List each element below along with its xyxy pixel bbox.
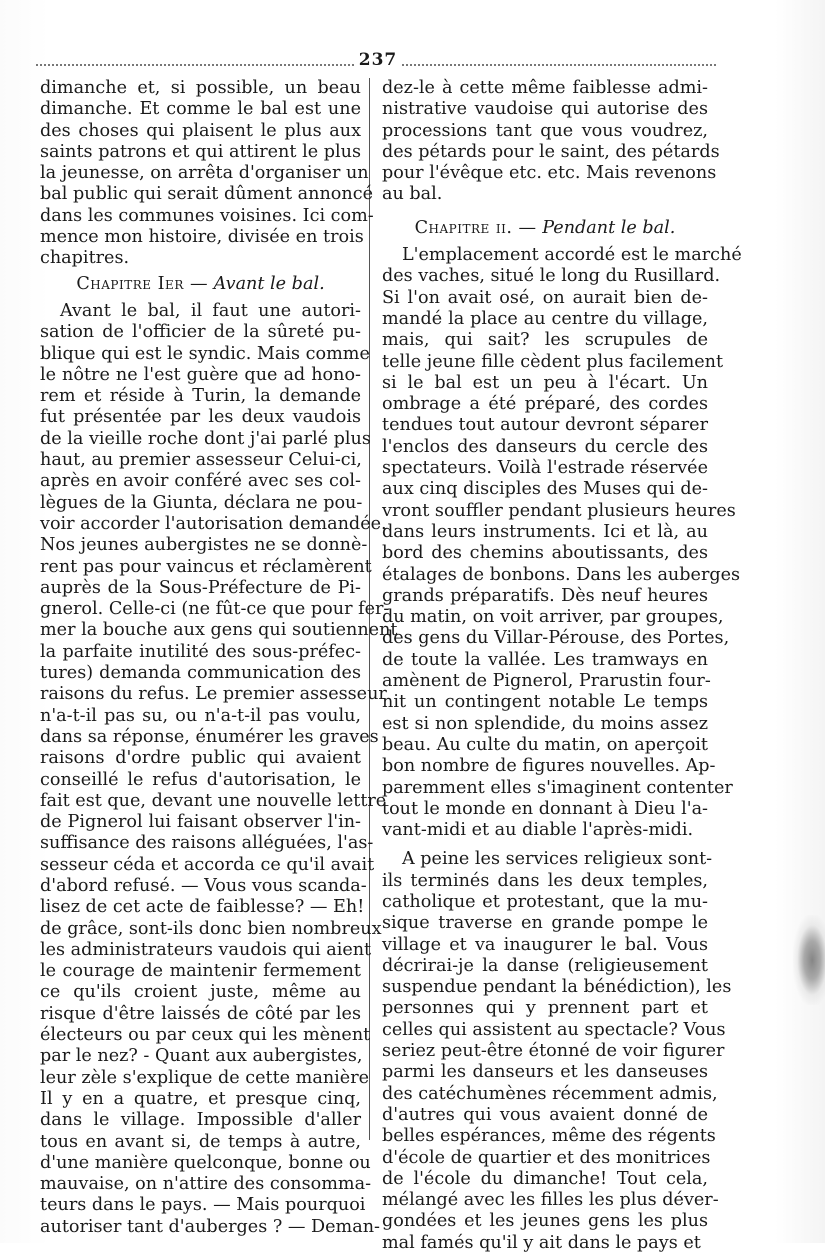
text-line: dimanche. Et comme le bal est une: [40, 99, 361, 120]
text-line: suffisance des raisons alléguées, l'as-: [40, 833, 374, 854]
text-line: nit un contingent notable Le temps: [382, 692, 708, 713]
text-line: A peine les services religieux sont-: [402, 849, 713, 870]
text-line: auprès de la Sous-Préfecture de Pi-: [40, 577, 361, 598]
paper-stain: [793, 915, 825, 1005]
chapter-1-label: Chapitre Ier —: [76, 273, 209, 294]
text-line: des choses qui plaisent le plus aux: [40, 120, 361, 141]
text-line: risque d'être laissés de côté par les: [40, 1003, 361, 1024]
text-line: amènent de Pignerol, Prarustin four-: [382, 671, 711, 692]
text-line: dimanche et, si possible, un beau: [40, 78, 361, 98]
text-line: raisons du refus. Le premier assesseur: [40, 684, 387, 705]
text-line: raisons d'ordre public qui avaient: [40, 748, 361, 769]
page-header: [36, 50, 716, 72]
paragraph-gap: [382, 841, 708, 849]
text-line: bon nombre de figures nouvelles. Ap-: [382, 756, 716, 777]
text-line: L'emplacement accordé est le marché: [402, 245, 742, 266]
text-line: gondées et les jeunes gens les plus: [382, 1211, 708, 1232]
page-number: 237: [358, 50, 398, 70]
text-line: tendues tout autour devront séparer: [382, 415, 708, 436]
text-line: voir accorder l'autorisation demandée.: [40, 513, 387, 534]
text-line: telle jeune fille cèdent plus facilement: [382, 351, 724, 372]
text-line: processions tant que vous voudrez,: [382, 120, 708, 141]
text-line: paremment elles s'imaginent contenter: [382, 777, 733, 798]
text-line: des pétards pour le saint, des pétards: [382, 141, 720, 162]
text-line: l'enclos des danseurs du cercle des: [382, 436, 708, 457]
chapter-1-title: Avant le bal.: [213, 273, 325, 294]
text-line: leur zèle s'explique de cette manière: [40, 1067, 370, 1088]
text-line: mal famés qu'il y ait dans le pays et: [382, 1232, 701, 1253]
text-line: parmi les danseurs et les danseuses: [382, 1062, 708, 1083]
text-line: décrirai-je la danse (religieusement: [382, 955, 708, 976]
chapter-2-label: Chapitre ii. —: [414, 217, 537, 238]
text-line: des vaches, situé le long du Rusillard.: [382, 266, 721, 287]
header-rule-left: [36, 64, 354, 66]
text-line: fut présentée par les deux vaudois: [40, 407, 361, 428]
text-line: Nos jeunes aubergistes ne se donnè-: [40, 535, 368, 556]
text-line: lègues de la Giunta, déclara ne pou-: [40, 492, 363, 513]
text-line: la parfaite inutilité des sous-préfec-: [40, 641, 361, 662]
text-line: n'a-t-il pas su, ou n'a-t-il pas voulu,: [40, 705, 361, 726]
text-line: rem et réside à Turin, la demande: [40, 386, 361, 407]
text-line: blique qui est le syndic. Mais comme: [40, 343, 370, 364]
text-line: ce qu'ils croient juste, même au: [40, 982, 361, 1003]
right-paragraph-2: [382, 245, 742, 841]
text-line: mais, qui sait? les scrupules de: [382, 330, 708, 351]
text-line: seriez peut-être étonné de voir figurer: [382, 1041, 725, 1062]
text-line: mélangé avec les filles les plus déver-: [382, 1190, 719, 1211]
text-line: aux cinq disciples des Muses qui de-: [382, 479, 708, 500]
text-line: de l'école du dimanche! Tout cela,: [382, 1168, 708, 1189]
text-line: de Pignerol lui faisant observer l'in-: [40, 812, 361, 833]
text-line: vront souffler pendant plusieurs heures: [382, 500, 736, 521]
text-line: des catéchumènes récemment admis,: [382, 1083, 718, 1104]
text-line: dans les communes voisines. Ici com-: [40, 205, 374, 226]
text-line: mence mon histoire, divisée en trois: [40, 227, 364, 248]
text-line: spectateurs. Voilà l'estrade réservée: [382, 458, 708, 479]
text-line: sesseur céda et accorda ce qu'il avait: [40, 854, 375, 875]
text-line: grands préparatifs. Dès neuf heures: [382, 585, 708, 606]
text-line: le courage de maintenir fermement: [40, 961, 361, 982]
text-line: du matin, on voit arriver, par groupes,: [382, 607, 724, 628]
text-line: dans le village. Impossible d'aller: [40, 1110, 361, 1131]
left-paragraph-1: [40, 78, 374, 270]
paragraph-gap: [382, 206, 708, 214]
text-line: dans leurs instruments. Ici et là, au: [382, 521, 708, 542]
text-line: village et va inaugurer le bal. Vous: [382, 934, 708, 955]
chapter-2-heading: [382, 218, 708, 239]
text-line: Il y en a quatre, et presque cinq,: [40, 1088, 361, 1109]
text-line: le nôtre ne l'est guère que ad hono-: [40, 364, 361, 385]
text-line: tous en avant si, de temps à autre,: [40, 1131, 361, 1152]
text-line: dans sa réponse, énumérer les graves: [40, 726, 379, 747]
text-line: saints patrons et qui attirent le plus: [40, 141, 361, 162]
text-line: pour l'évêque etc. etc. Mais revenons: [382, 163, 717, 184]
text-line: bal public qui serait dûment annoncé: [40, 184, 373, 205]
right-paragraph-3: [382, 849, 732, 1254]
text-line: de toute la vallée. Les tramways en: [382, 649, 708, 670]
text-line: d'abord refusé. — Vous vous scanda-: [40, 875, 367, 896]
chapter-1-heading: [40, 274, 361, 295]
text-line: est si non splendide, du moins assez: [382, 713, 708, 734]
text-line: bord des chemins aboutissants, des: [382, 543, 708, 564]
text-line: conseillé le refus d'autorisation, le: [40, 769, 361, 790]
text-line: d'une manière quelconque, bonne ou: [40, 1152, 371, 1173]
text-line: mandé la place au centre du village,: [382, 308, 708, 329]
text-line: de grâce, sont-ils donc bien nombreux: [40, 918, 382, 939]
text-line: personnes qui y prennent part et: [382, 998, 708, 1019]
text-line: nistrative vaudoise qui autorise des: [382, 99, 708, 120]
text-line: ombrage a été préparé, des cordes: [382, 394, 708, 415]
text-line: mer la bouche aux gens qui soutiennent: [40, 620, 398, 641]
text-line: suspendue pendant la bénédiction), les: [382, 977, 732, 998]
text-line: la jeunesse, on arrêta d'organiser un: [40, 163, 369, 184]
text-line: haut, au premier assesseur Celui-ci,: [40, 450, 362, 471]
text-line: au bal.: [382, 184, 443, 205]
text-line: teurs dans le pays. — Mais pourquoi: [40, 1195, 366, 1216]
text-line: sation de l'officier de la sûreté pu-: [40, 322, 361, 343]
text-line: tout le monde en donnant à Dieu l'a-: [382, 798, 708, 819]
text-line: par le nez? - Quant aux aubergistes,: [40, 1046, 363, 1067]
text-line: gnerol. Celle-ci (ne fût-ce que pour fer-: [40, 599, 390, 620]
text-line: vant-midi et au diable l'après-midi.: [382, 820, 694, 841]
text-line: de la vieille roche dont j'ai parlé plus: [40, 428, 371, 449]
right-paragraph-1: [382, 78, 720, 206]
text-line: chapitres.: [40, 248, 130, 269]
text-line: tures) demanda communication des: [40, 663, 361, 684]
text-line: fait est que, devant une nouvelle lettre: [40, 790, 387, 811]
text-line: belles espérances, même des régents: [382, 1126, 716, 1147]
text-line: catholique et protestant, que la mu-: [382, 891, 708, 912]
text-line: Si l'on avait osé, on aurait bien de-: [382, 287, 708, 308]
left-column: [40, 78, 398, 1238]
text-line: après en avoir conféré avec ses col-: [40, 471, 361, 492]
chapter-2-title: Pendant le bal.: [542, 217, 676, 238]
text-line: si le bal est un peu à l'écart. Un: [382, 372, 708, 393]
text-line: mauvaise, on n'attire des consomma-: [40, 1174, 372, 1195]
left-paragraph-2: [40, 300, 398, 1238]
text-line: étalages de bonbons. Dans les auberges: [382, 564, 741, 585]
text-line: sique traverse en grande pompe le: [382, 913, 708, 934]
right-column: [382, 78, 742, 1254]
text-line: des gens du Villar-Pérouse, des Portes,: [382, 628, 730, 649]
text-line: Avant le bal, il faut une autori-: [60, 300, 361, 321]
text-line: d'école de quartier et des monitrices: [382, 1147, 711, 1168]
text-line: lisez de cet acte de faiblesse? — Eh!: [40, 897, 365, 918]
text-line: ils terminés dans les deux temples,: [382, 870, 708, 891]
text-line: autoriser tant d'auberges ? — Deman-: [40, 1216, 380, 1237]
text-line: les administrateurs vaudois qui aient: [40, 939, 372, 960]
text-line: celles qui assistent au spectacle? Vous: [382, 1019, 726, 1040]
text-line: rent pas pour vaincus et réclamèrent: [40, 556, 372, 577]
text-line: beau. Au culte du matin, on aperçoit: [382, 734, 708, 755]
text-line: électeurs ou par ceux qui les mènent: [40, 1025, 371, 1046]
text-line: d'autres qui vous avaient donné de: [382, 1104, 708, 1125]
text-line: dez-le à cette même faiblesse admi-: [382, 78, 708, 98]
header-rule-right: [402, 64, 716, 66]
